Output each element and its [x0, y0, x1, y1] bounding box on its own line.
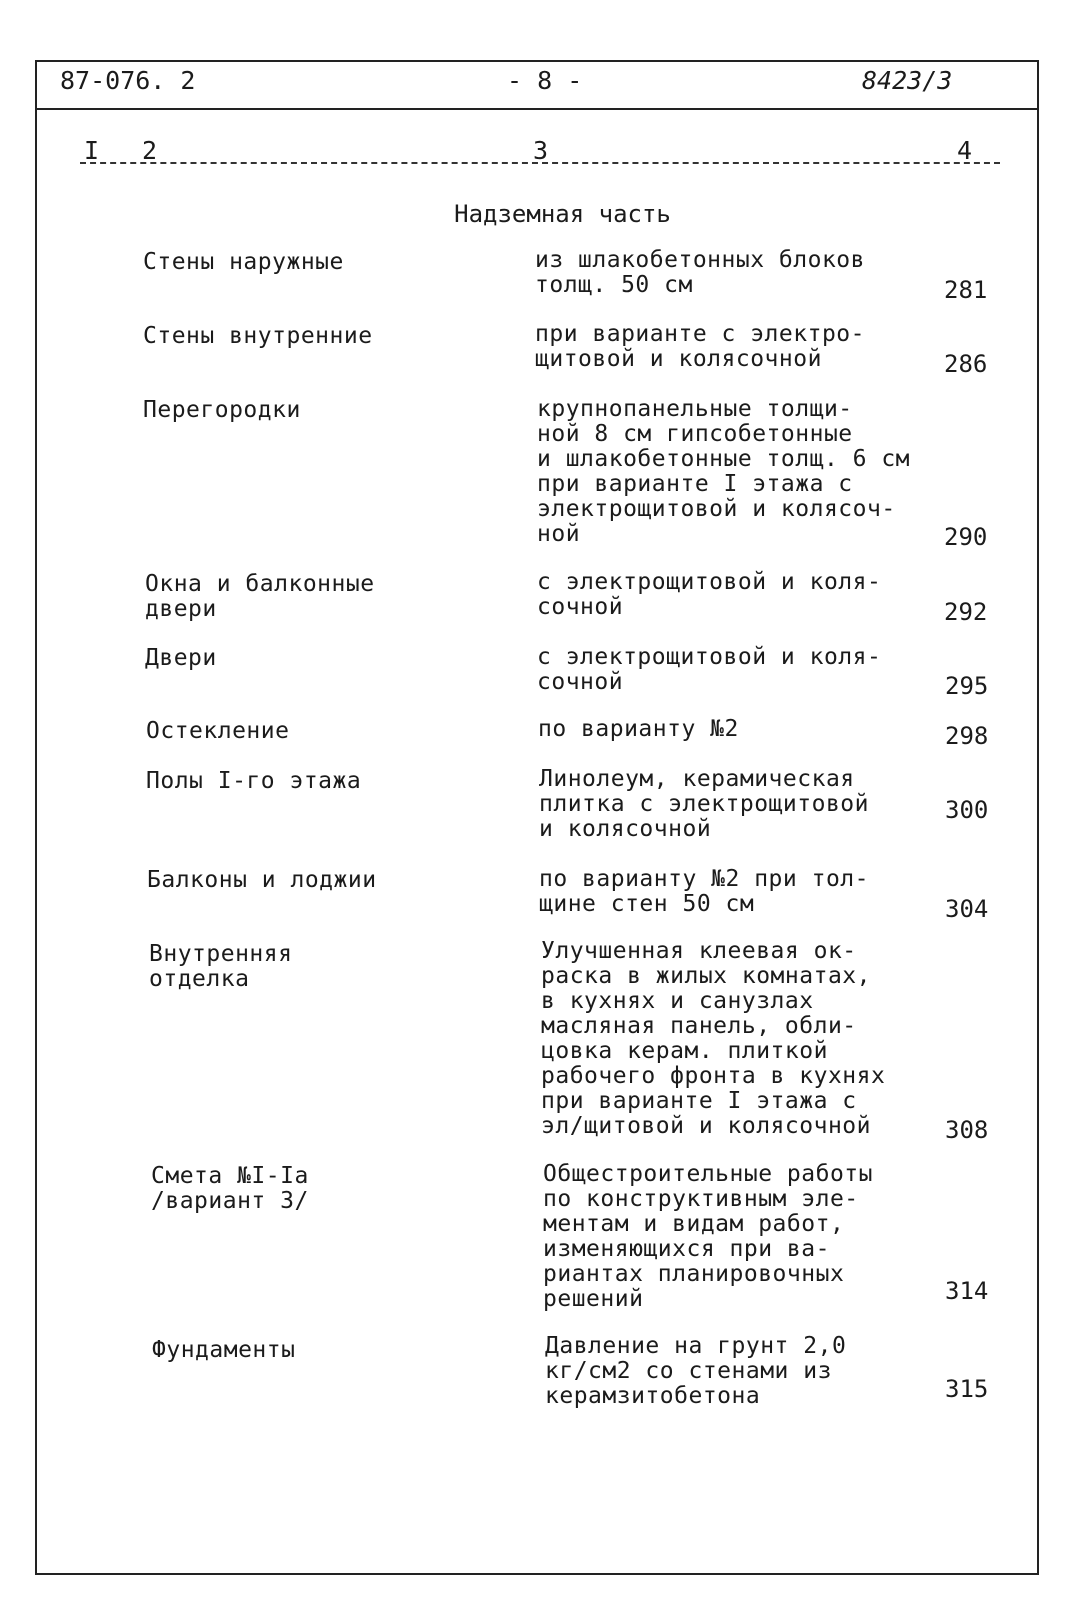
row-page: 314: [945, 1277, 989, 1305]
row-description: Линолеум, керамическая плитка с электрощитовой и колясочной: [539, 766, 869, 842]
page-number: - 8 -: [507, 66, 583, 95]
row-element: Двери: [145, 645, 217, 671]
column-header-dashed-rule: [80, 162, 1000, 164]
row-description: при варианте с электро- щитовой и колясочной: [535, 321, 865, 372]
row-page: 281: [944, 276, 988, 304]
column-3-number: 3: [533, 136, 549, 165]
row-description: из шлакобетонных блоков толщ. 50 см: [535, 247, 865, 298]
ref-number: 8423/3: [862, 66, 953, 95]
row-description: Улучшенная клеевая ок- раска в жилых комнатах, в кухнях и санузлах масляная панель, обли- цовка керам. плиткой рабочего фронта в кухнях при варианте I этажа с эл/щитовой и колясочной: [541, 938, 886, 1139]
section-title: Надземная часть: [454, 200, 671, 228]
row-description: по варианту №2: [538, 716, 739, 742]
column-2-number: 2: [142, 136, 158, 165]
doc-code: 87-076. 2: [60, 66, 196, 95]
row-element: Перегородки: [143, 397, 301, 423]
row-element: Стены наружные: [143, 249, 344, 275]
row-description: Давление на грунт 2,0 кг/см2 со стенами из керамзитобетона: [545, 1333, 847, 1409]
row-page: 308: [945, 1116, 989, 1144]
header-divider: [35, 108, 1039, 110]
row-description: с электрощитовой и коля- сочной: [537, 569, 882, 620]
row-description: с электрощитовой и коля- сочной: [537, 644, 882, 695]
row-page: 290: [944, 523, 988, 551]
row-page: 304: [945, 895, 989, 923]
row-element: Остекление: [146, 718, 290, 744]
row-page: 292: [944, 598, 988, 626]
row-element: Внутренняя отделка: [149, 941, 293, 992]
row-page: 286: [944, 350, 988, 378]
row-page: 300: [945, 796, 989, 824]
column-4-number: 4: [957, 136, 973, 165]
row-page: 295: [945, 672, 989, 700]
row-description: по варианту №2 при тол- щине стен 50 см: [539, 866, 869, 917]
row-element: Фундаменты: [152, 1337, 296, 1363]
row-element: Балконы и лоджии: [147, 867, 377, 893]
column-1-number: I: [84, 136, 100, 165]
row-description: крупнопанельные толщи- ной 8 см гипсобетонные и шлакобетонные толщ. 6 см при варианте I этажа с электрощитовой и колясоч- ной: [537, 396, 911, 547]
row-element: Окна и балконные двери: [145, 571, 375, 622]
row-element: Смета №I-Iа /вариант 3/: [151, 1163, 309, 1214]
row-element: Стены внутренние: [143, 323, 373, 349]
row-page: 298: [945, 722, 989, 750]
row-element: Полы I-го этажа: [146, 768, 362, 794]
row-description: Общестроительные работы по конструктивным эле- ментам и видам работ, изменяющихся при ва- риантах планировочных решений: [543, 1161, 873, 1312]
row-page: 315: [945, 1375, 989, 1403]
